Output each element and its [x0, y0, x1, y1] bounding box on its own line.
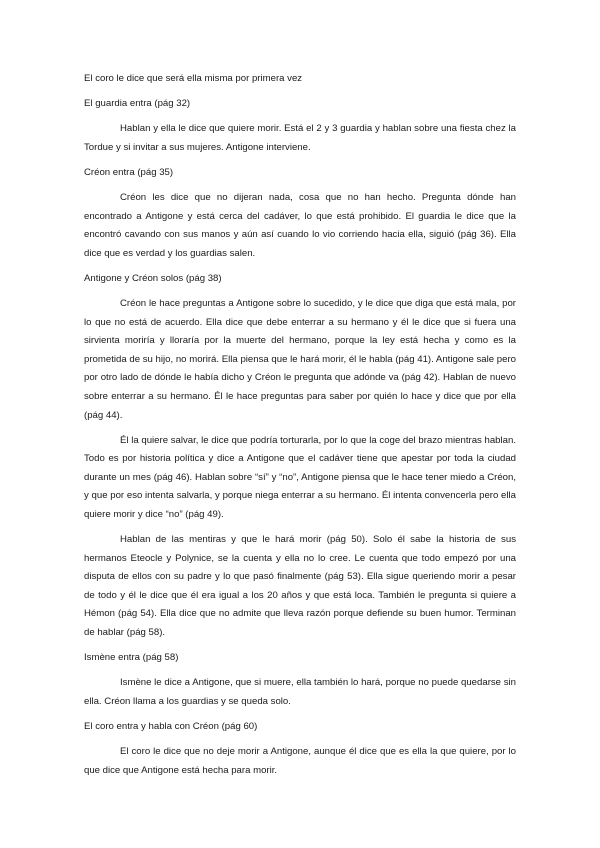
paragraph: El coro le dice que no deje morir a Antigone, aunque él dice que es ella la que quiere, por lo que dice que Antigone está hecha para morir. [84, 746, 516, 776]
paragraph: Hablan y ella le dice que quiere morir. Está el 2 y 3 guardia y hablan sobre una fiesta chez la Tordue y si invitar a sus mujeres. Antigone interviene. [84, 123, 516, 153]
paragraph: Créon les dice que no dijeran nada, cosa que no han hecho. Pregunta dónde han encontrado a Antigone y está cerca del cadáver, lo que está prohibido. El guardia le dice que la encontró cavando con sus manos y aún así cuando lo vio corriendo hacia ella, siguió (pág 36). Ella dice que es verdad y los guardias salen. [84, 191, 516, 259]
paragraph: Él la quiere salvar, le dice que podría torturarla, por lo que la coge del brazo mientras hablan. Todo es por historia política y dice a Antigone que el cadáver tiene que apestar por toda la ciudad durante un mes (pág 46). Hablan sobre “sí” y “no”, Antigone piensa que le hace tener miedo a Créon, y que por eso intenta salvarla, y porque niega enterrar a su hermano. Él intenta convencerla pero ella quiere morir y dice “no” (pág 49). [84, 434, 516, 520]
section-heading: El coro entra y habla con Créon (pág 60) [84, 720, 258, 732]
paragraph: Créon le hace preguntas a Antigone sobre lo sucedido, y le dice que diga que está mala, por lo que no está de acuerdo. Ella dice que debe enterrar a su hermano y él le dice que si fuera una sirvienta moriría y lloraría por la muerte del hermano, porque la ley está hecha y como es la prometida de su hijo, no morirá. Ella piensa que le hará morir, él le habla (pág 41). Antigone sale pero por otro lado de dónde le había dicho y Créon le pregunta que adónde va (pág 42). Hablan de nuevo sobre enterrar a su hermano. Él le hace preguntas para saber por quién lo hace y dice que por ella (pág 44). [84, 297, 516, 421]
section-heading: El coro le dice que será ella misma por primera vez [84, 73, 303, 84]
section-heading: El guardia entra (pág 32) [84, 98, 191, 110]
section-heading: Antigone y Créon solos (pág 38) [84, 272, 222, 284]
paragraph: Ismène le dice a Antigone, que si muere, ella también lo hará, porque no puede quedarse sin ella. Créon llama a los guardias y se queda solo. [84, 677, 516, 707]
paragraph: Hablan de las mentiras y que le hará morir (pág 50). Solo él sabe la historia de sus hermanos Eteocle y Polynice, se la cuenta y ella no lo cree. Le cuenta que todo empezó por una disputa de ellos con su padre y lo que pasó finalmente (pág 53). Ella sigue queriendo morir a pesar de todo y él le dice que él era igual a los 20 años y que está loca. También le pregunta si quiere a Hémon (pág 54). Ella dice que no admite que lleva razón porque defiende su buen humor. Terminan de hablar (pág 58). [84, 534, 516, 639]
section-heading: Ismène entra (pág 58) [84, 652, 179, 664]
document-page [84, 70, 516, 787]
section-heading: Créon entra (pág 35) [84, 166, 174, 178]
